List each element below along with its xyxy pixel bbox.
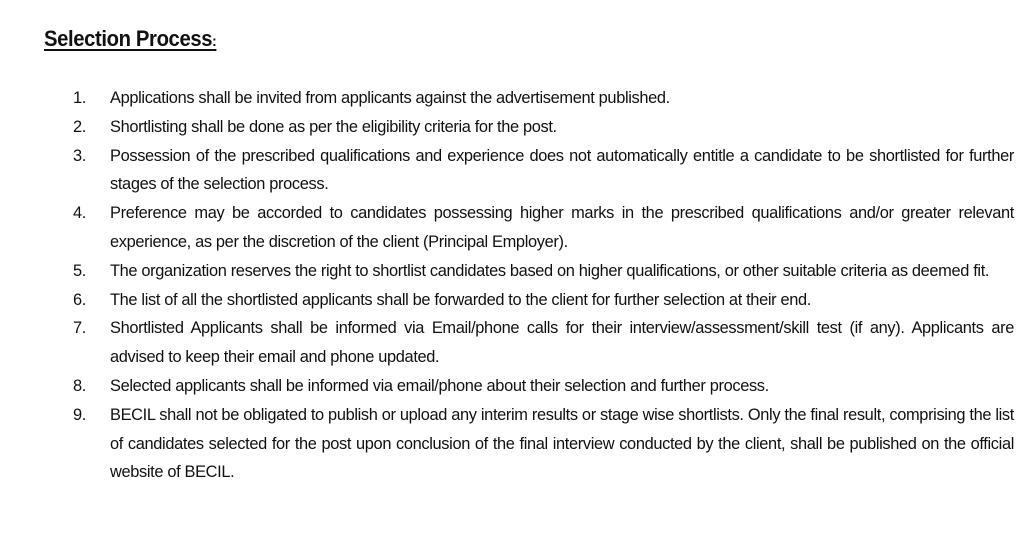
list-item-text: The organization reserves the right to shortlist candidates based on higher qualifications, or other suitable criteria as deemed fit. <box>110 261 990 280</box>
list-item <box>73 314 1014 372</box>
list-item-number: 9. <box>73 405 86 424</box>
list-item-number: 3. <box>73 146 86 165</box>
section-heading <box>44 26 216 52</box>
list-item-number: 6. <box>73 290 86 309</box>
list-item <box>73 142 1014 200</box>
list-item <box>73 84 1014 113</box>
list-item <box>73 286 1014 315</box>
list-item-number: 8. <box>73 376 86 395</box>
list-item-text: BECIL shall not be obligated to publish or upload any interim results or stage wise shortlists. Only the final result, comprising the list of candidates selected for the post upon conclusion of the final interview conducted by the client, shall be published on the official website of BECIL. <box>110 405 1014 482</box>
list-item <box>73 199 1014 257</box>
list-item-number: 1. <box>73 89 86 107</box>
list-item-number: 2. <box>73 117 86 136</box>
list-item <box>73 113 1014 142</box>
list-item <box>73 257 1014 286</box>
list-item-number: 5. <box>73 261 86 280</box>
list-item <box>73 372 1014 401</box>
list-item-number: 7. <box>73 319 86 338</box>
list-item-text: Shortlisted Applicants shall be informed via Email/phone calls for their interview/assessment/skill test (if any). Applicants are advised to keep their email and phone updated. <box>110 319 1014 367</box>
section-title-colon: : <box>212 33 217 50</box>
selection-process-list <box>73 84 1014 487</box>
list-item-text: Selected applicants shall be informed via email/phone about their selection and further process. <box>110 376 769 395</box>
list-item-text: Preference may be accorded to candidates possessing higher marks in the prescribed qualifications and/or greater relevant experience, as per the discretion of the client (Principal Employer). <box>110 204 1014 251</box>
list-item-number: 4. <box>73 204 86 223</box>
list-item-text: The list of all the shortlisted applicants shall be forwarded to the client for further selection at their end. <box>110 290 811 309</box>
list-item-text: Shortlisting shall be done as per the eligibility criteria for the post. <box>110 117 557 136</box>
list-item-text: Applications shall be invited from applicants against the advertisement published. <box>110 89 670 107</box>
list-item <box>73 401 1014 487</box>
section-title: Selection Process <box>44 26 213 51</box>
list-item-text: Possession of the prescribed qualifications and experience does not automatically entitle a candidate to be shortlisted for further stages of the selection process. <box>110 146 1014 194</box>
